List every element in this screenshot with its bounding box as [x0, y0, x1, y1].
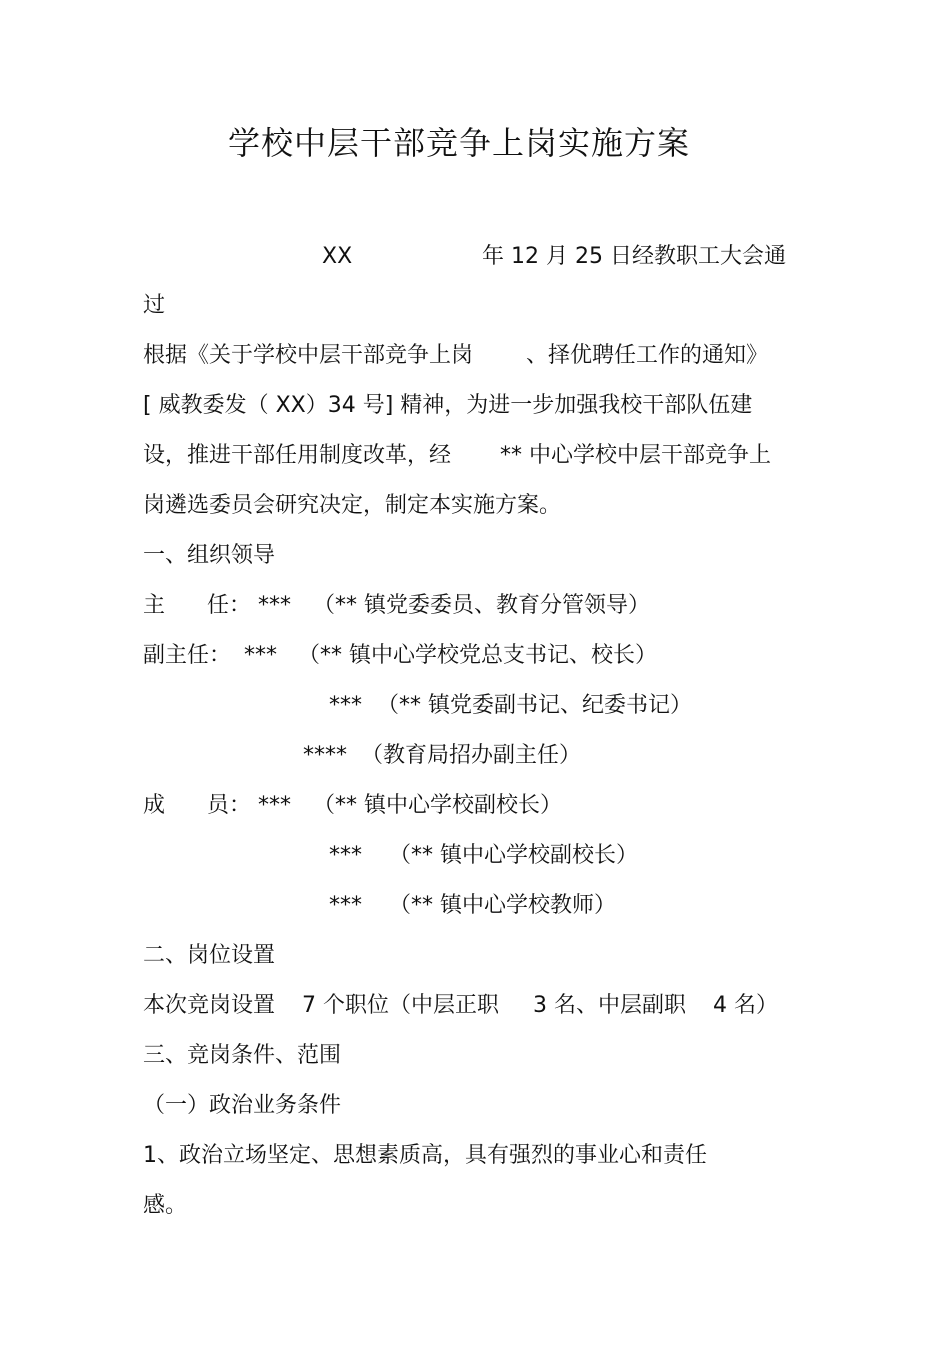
intro-line-3b: ** 中心学校中层干部竞争上	[500, 443, 771, 468]
deputy-2-name: ***	[329, 693, 362, 718]
deputy-label: 副主任：	[143, 643, 232, 668]
date-line-wrap: 过	[143, 293, 166, 318]
date-line-text: 年 12 月 25 日经教职工大会通	[482, 244, 786, 269]
positions-text-b: 7 个职位（中层正职	[302, 993, 499, 1018]
member-2-role: （** 镇中心学校副校长）	[389, 843, 638, 868]
document-title: 学校中层干部竞争上岗实施方案	[228, 124, 691, 162]
director-label-a: 主	[143, 593, 166, 618]
director-role: （** 镇党委委员、教育分管领导）	[313, 593, 650, 618]
member-3-role: （** 镇中心学校教师）	[389, 893, 616, 918]
member-3-name: ***	[329, 893, 362, 918]
positions-text-d: 4 名）	[713, 993, 778, 1018]
intro-line-1a: 根据《关于学校中层干部竞争上岗	[143, 343, 474, 368]
positions-text-a: 本次竞岗设置	[143, 993, 276, 1018]
date-year: XX	[322, 244, 353, 269]
positions-text-c: 3 名、中层副职	[533, 993, 686, 1018]
item-1-line-1: 1、政治立场坚定、思想素质高，具有强烈的事业心和责任	[143, 1143, 707, 1168]
deputy-1-role: （** 镇中心学校党总支书记、校长）	[298, 643, 657, 668]
item-1-line-2: 感。	[143, 1193, 188, 1218]
deputy-1-name: ***	[244, 643, 277, 668]
member-1-role: （** 镇中心学校副校长）	[313, 793, 562, 818]
deputy-2-role: （** 镇党委副书记、纪委书记）	[377, 693, 692, 718]
deputy-3-name: ****	[303, 743, 347, 768]
section-3-heading: 三、竞岗条件、范围	[143, 1043, 342, 1068]
member-label-a: 成	[143, 793, 166, 818]
section-1-heading: 一、组织领导	[143, 543, 276, 568]
member-label-b: 员：	[207, 793, 252, 818]
deputy-3-role: （教育局招办副主任）	[361, 743, 582, 768]
member-1-name: ***	[258, 793, 291, 818]
director-name: ***	[258, 593, 291, 618]
subsection-1-heading: （一）政治业务条件	[143, 1093, 342, 1118]
director-label-b: 任：	[207, 593, 252, 618]
intro-line-1b: 、择优聘任工作的通知》	[526, 343, 769, 368]
intro-line-2: [ 威教委发（ XX）34 号] 精神，为进一步加强我校干部队伍建	[143, 393, 753, 418]
section-2-heading: 二、岗位设置	[143, 943, 276, 968]
intro-line-3a: 设，推进干部任用制度改革，经	[143, 443, 452, 468]
intro-line-4: 岗遴选委员会研究决定，制定本实施方案。	[143, 493, 562, 518]
member-2-name: ***	[329, 843, 362, 868]
